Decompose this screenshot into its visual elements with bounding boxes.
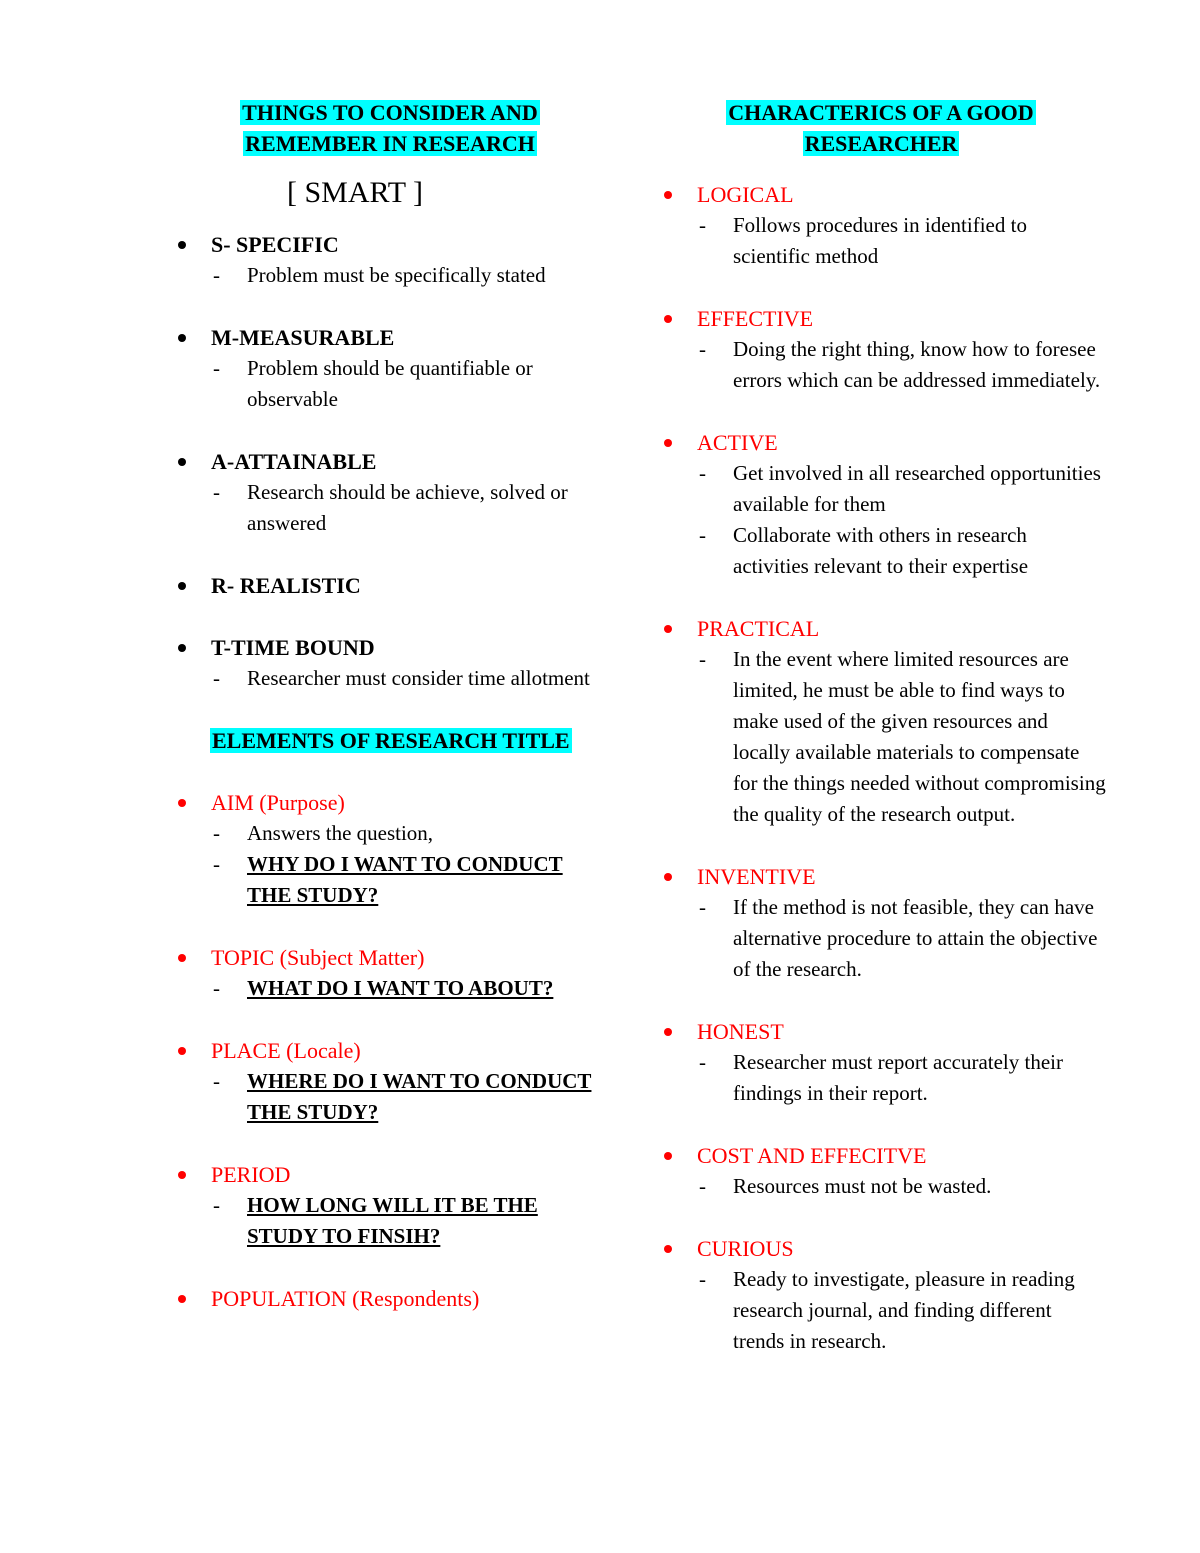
sub-item-text: Resources must not be wasted.: [733, 1174, 992, 1198]
researcher-list: [656, 179, 1106, 1357]
smart-heading-line2: REMEMBER IN RESEARCH: [245, 131, 535, 156]
list-item: [170, 1035, 610, 1128]
bullet-row: [170, 229, 610, 260]
bullet-row: [170, 942, 610, 973]
dash-icon: -: [213, 480, 220, 504]
bullet-row: [656, 613, 1106, 644]
dash-icon: -: [699, 337, 706, 361]
item-label: TOPIC (Subject Matter): [211, 945, 425, 970]
dash-icon: -: [699, 647, 706, 671]
list-item: [656, 613, 1106, 830]
elements-heading: [210, 725, 610, 756]
item-label: A-ATTAINABLE: [211, 449, 377, 474]
list-item: [170, 446, 610, 539]
item-label: R- REALISTIC: [211, 573, 361, 598]
dash-icon: -: [699, 895, 706, 919]
bullet-icon: [656, 1140, 697, 1160]
bullet-icon: [170, 322, 211, 342]
item-label: PERIOD: [211, 1162, 291, 1187]
item-label: PRACTICAL: [697, 616, 820, 641]
bullet-row: [170, 1035, 610, 1066]
sub-item: [656, 520, 1106, 582]
bullet-row: [656, 179, 1106, 210]
item-label: PLACE (Locale): [211, 1038, 361, 1063]
elements-heading-text: ELEMENTS OF RESEARCH TITLE: [212, 728, 570, 753]
sub-item-text: Problem must be specifically stated: [247, 263, 546, 287]
smart-list: [170, 229, 610, 694]
right-column: [656, 97, 1106, 1388]
sub-item: [656, 892, 1106, 985]
bullet-row: [170, 787, 610, 818]
left-column: [170, 97, 610, 1345]
dash-icon: -: [699, 1174, 706, 1198]
sub-item: [656, 644, 1106, 830]
item-label: S- SPECIFIC: [211, 232, 339, 257]
bullet-icon: [170, 229, 211, 249]
bullet-icon: [170, 446, 211, 466]
sub-item: [656, 458, 1106, 520]
list-item: [656, 1233, 1106, 1357]
bullet-icon: [170, 632, 211, 652]
bullet-row: [170, 322, 610, 353]
question-item: [170, 849, 610, 911]
list-item: [656, 1016, 1106, 1109]
sub-item-text: In the event where limited resources are limited, he must be able to find ways to make used of the given resources and locally available materials to compensate for the things needed without compromising the quality of the research output.: [733, 647, 1106, 826]
bullet-row: [170, 632, 610, 663]
dash-icon: -: [213, 976, 220, 1000]
bullet-icon: [170, 787, 211, 807]
bullet-row: [656, 1140, 1106, 1171]
dash-icon: -: [699, 1050, 706, 1074]
bullet-row: [656, 427, 1106, 458]
sub-item-text: Research should be achieve, solved or answered: [247, 480, 568, 535]
item-label: CURIOUS: [697, 1236, 794, 1261]
dash-icon: -: [699, 523, 706, 547]
sub-item: [170, 663, 610, 694]
bullet-icon: [656, 303, 697, 323]
bullet-icon: [170, 942, 211, 962]
dash-icon: -: [213, 356, 220, 380]
bullet-icon: [656, 179, 697, 199]
bullet-row: [170, 446, 610, 477]
list-item: [170, 632, 610, 694]
sub-item-text: Ready to investigate, pleasure in reading research journal, and finding different trends in research.: [733, 1267, 1075, 1353]
researcher-heading: [656, 97, 1106, 159]
bullet-icon: [656, 861, 697, 881]
bullet-icon: [170, 1283, 211, 1303]
bullet-row: [170, 1159, 610, 1190]
sub-item: [656, 210, 1106, 272]
bullet-row: [656, 861, 1106, 892]
researcher-heading-line2: RESEARCHER: [804, 131, 958, 156]
sub-item-text: Problem should be quantifiable or observable: [247, 356, 533, 411]
dash-icon: -: [213, 1069, 220, 1093]
smart-heading: [170, 97, 610, 159]
bullet-icon: [170, 1035, 211, 1055]
bullet-icon: [656, 613, 697, 633]
sub-item: [656, 334, 1106, 396]
sub-item: [656, 1047, 1106, 1109]
item-label: AIM (Purpose): [211, 790, 345, 815]
sub-item-text: Follows procedures in identified to scientific method: [733, 213, 1027, 268]
sub-item-text: Researcher must report accurately their findings in their report.: [733, 1050, 1064, 1105]
dash-icon: -: [699, 1267, 706, 1291]
bullet-row: [656, 1016, 1106, 1047]
list-item: [170, 1159, 610, 1252]
sub-item: [170, 477, 610, 539]
sub-item-text: If the method is not feasible, they can have alternative procedure to attain the objective of the research.: [733, 895, 1098, 981]
item-label: LOGICAL: [697, 182, 794, 207]
dash-icon: -: [213, 263, 220, 287]
list-item: [170, 942, 610, 1004]
dash-icon: -: [213, 852, 220, 876]
item-label: T-TIME BOUND: [211, 635, 375, 660]
list-item: [170, 787, 610, 911]
bullet-icon: [170, 1159, 211, 1179]
smart-label: [ SMART ]: [287, 176, 423, 209]
dash-icon: -: [699, 461, 706, 485]
smart-heading-line1: THINGS TO CONSIDER AND: [242, 100, 538, 125]
item-label: COST AND EFFECITVE: [697, 1143, 927, 1168]
question-text: WHAT DO I WANT TO ABOUT?: [247, 976, 554, 1000]
question-text: WHERE DO I WANT TO CONDUCT THE STUDY?: [247, 1069, 592, 1124]
bullet-icon: [656, 1016, 697, 1036]
list-item: [656, 179, 1106, 272]
sub-item-text: Researcher must consider time allotment: [247, 666, 590, 690]
item-label: M-MEASURABLE: [211, 325, 395, 350]
bullet-row: [656, 1233, 1106, 1264]
bullet-row: [170, 570, 610, 601]
list-item: [656, 861, 1106, 985]
sub-item-text: Doing the right thing, know how to foresee errors which can be addressed immediately.: [733, 337, 1101, 392]
item-label: HONEST: [697, 1019, 784, 1044]
dash-icon: -: [213, 821, 220, 845]
dash-icon: -: [213, 666, 220, 690]
bullet-icon: [656, 427, 697, 447]
list-item: [656, 427, 1106, 582]
list-item: [170, 229, 610, 291]
question-text: HOW LONG WILL IT BE THE STUDY TO FINSIH?: [247, 1193, 538, 1248]
item-label: POPULATION (Respondents): [211, 1286, 480, 1311]
question-item: [170, 973, 610, 1004]
dash-icon: -: [699, 213, 706, 237]
sub-item: [170, 260, 610, 291]
researcher-heading-line1: CHARACTERICS OF A GOOD: [728, 100, 1034, 125]
bullet-icon: [656, 1233, 697, 1253]
bullet-icon: [170, 570, 211, 590]
item-label: INVENTIVE: [697, 864, 816, 889]
sub-item: [656, 1264, 1106, 1357]
sub-item-text: Answers the question,: [247, 821, 434, 845]
question-text: WHY DO I WANT TO CONDUCT THE STUDY?: [247, 852, 563, 907]
elements-list: [170, 787, 610, 1314]
sub-item-text: Collaborate with others in research activities relevant to their expertise: [733, 523, 1029, 578]
dash-icon: -: [213, 1193, 220, 1217]
list-item: [656, 303, 1106, 396]
sub-item: [170, 353, 610, 415]
list-item: [170, 322, 610, 415]
item-label: EFFECTIVE: [697, 306, 814, 331]
item-label: ACTIVE: [697, 430, 778, 455]
list-item: [656, 1140, 1106, 1202]
sub-item: [170, 818, 610, 849]
sub-item-text: Get involved in all researched opportunities available for them: [733, 461, 1101, 516]
bullet-row: [656, 303, 1106, 334]
bullet-row: [170, 1283, 610, 1314]
list-item: [170, 570, 610, 601]
list-item: [170, 1283, 610, 1314]
question-item: [170, 1066, 610, 1128]
question-item: [170, 1190, 610, 1252]
sub-item: [656, 1171, 1106, 1202]
